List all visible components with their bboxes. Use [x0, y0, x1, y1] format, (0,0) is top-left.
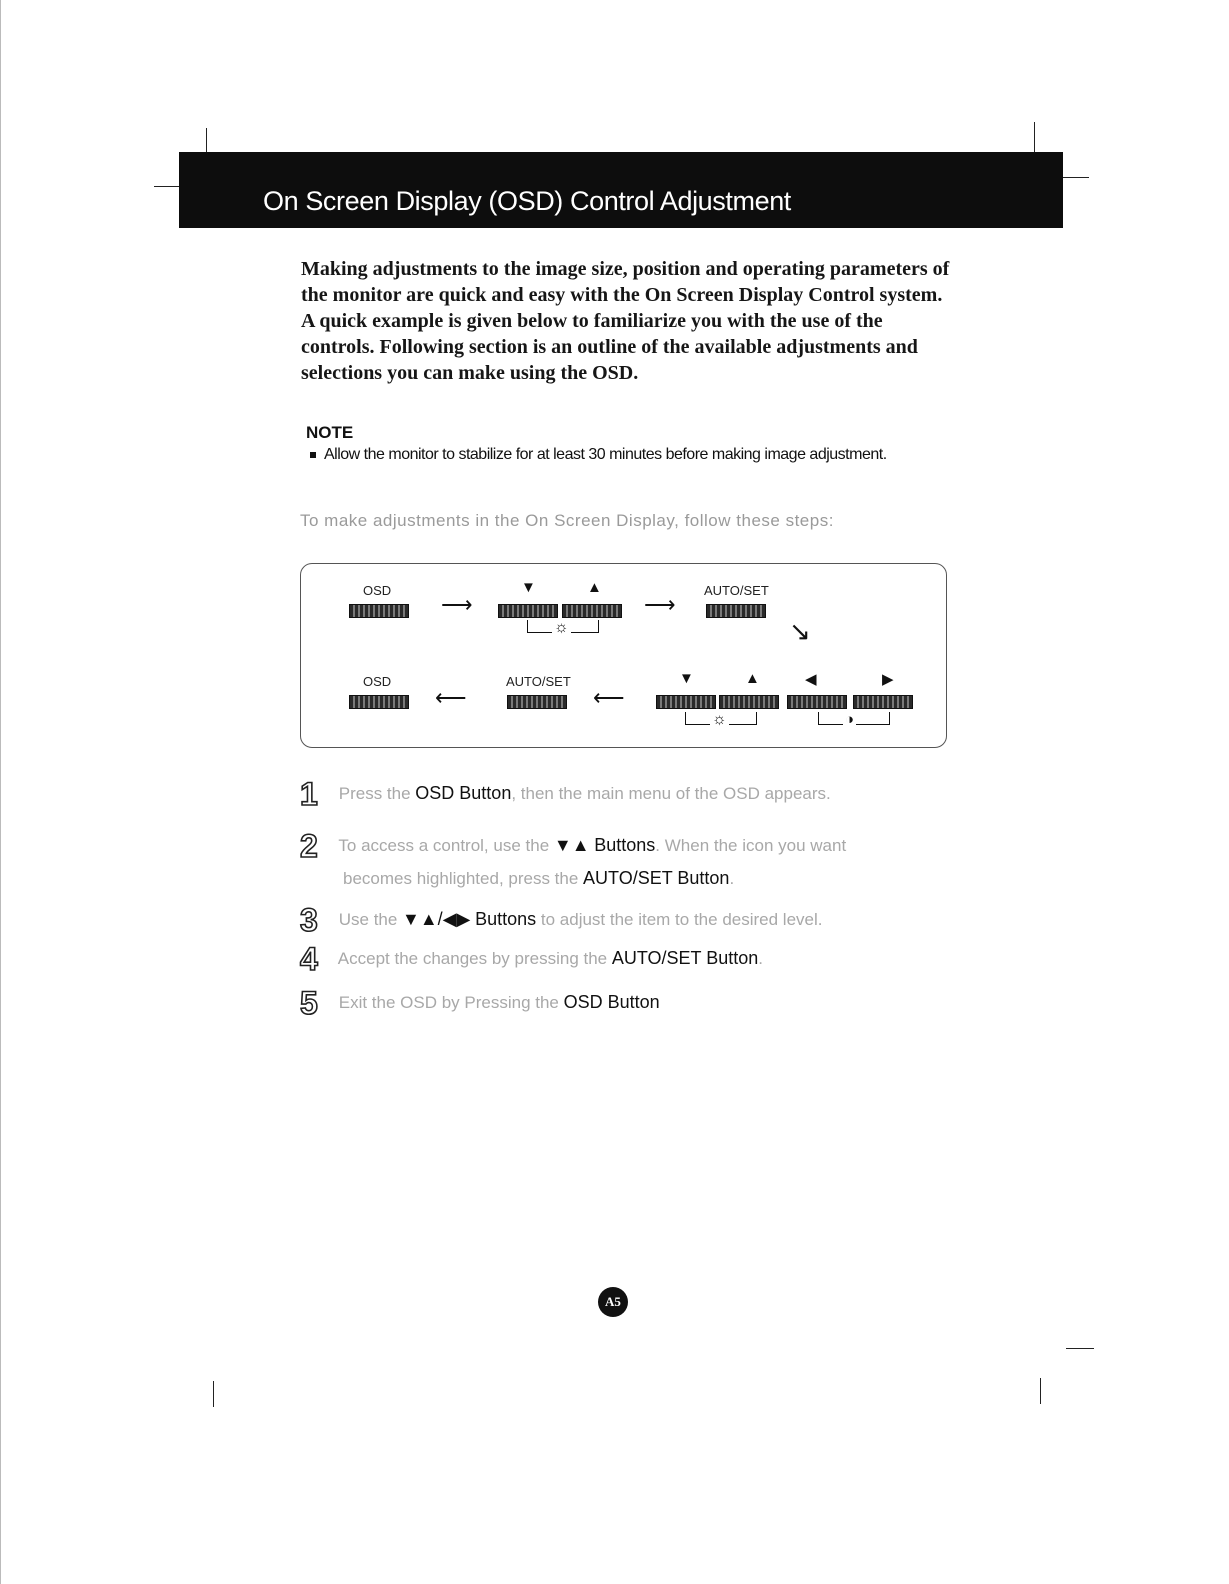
brightness-icon: ☼: [712, 711, 727, 728]
intro-paragraph: Making adjustments to the image size, position and operating parameters of the monitor are quick and easy with the On Screen Display Control system. A quick example is given below to familiarize you with the use of the controls. Following section is an outline of the available adjustments and selections you can make using the OSD.: [301, 258, 950, 384]
step-text: Exit the OSD by Pressing the: [338, 992, 564, 1012]
step-text: to adjust the item to the desired level.: [536, 909, 823, 929]
step-3: [300, 902, 822, 939]
up-icon: ▲: [745, 670, 760, 687]
down-icon: ▼: [679, 670, 694, 687]
step-emphasis: OSD Button: [415, 782, 512, 803]
autoset-button-top: [706, 604, 766, 618]
note-text: [310, 446, 887, 464]
step-emphasis: AUTO/SET Button: [583, 868, 730, 888]
step-text: .: [758, 948, 763, 968]
step-number: 3: [300, 902, 318, 938]
crop-mark: [1063, 177, 1089, 178]
step-number: 5: [300, 985, 318, 1021]
down-button-top: [498, 604, 558, 618]
arrow-down-right-icon: ↘: [789, 616, 811, 646]
arrow-left-icon: ⟵: [593, 685, 625, 710]
step-number: 1: [300, 776, 318, 812]
arrow-buttons-icon: ▼▲/◀▶: [402, 908, 471, 929]
right-button-bottom: [853, 695, 913, 709]
arrow-buttons-icon: ▼▲: [553, 834, 590, 855]
bullet-icon: [310, 452, 316, 458]
step-text: .: [729, 869, 735, 888]
osd-label-top: OSD: [363, 583, 392, 598]
step-5: [300, 985, 660, 1022]
step-emphasis: Buttons: [475, 908, 537, 929]
osd-button-bottom: [349, 695, 409, 709]
page-number: A5: [598, 1287, 628, 1317]
arrow-left-icon: ⟵: [435, 685, 467, 710]
autoset-label-bottom: AUTO/SET: [506, 674, 571, 689]
crop-mark: [154, 186, 180, 187]
note-label: NOTE: [306, 423, 354, 442]
autoset-label-top: AUTO/SET: [704, 583, 769, 598]
step-emphasis: Buttons: [594, 834, 656, 855]
step-2-line-2: [343, 868, 734, 889]
down-button-bottom: [656, 695, 716, 709]
down-icon: ▼: [521, 579, 536, 596]
step-text: To access a control, use the: [338, 835, 554, 855]
step-emphasis: OSD Button: [563, 991, 660, 1012]
osd-diagram: [300, 563, 947, 748]
step-emphasis: AUTO/SET Button: [611, 947, 759, 968]
step-text: Use the: [338, 909, 403, 929]
osd-label-bottom: OSD: [363, 674, 392, 689]
right-icon: ▶: [882, 671, 894, 688]
arrow-right-icon: ⟶: [441, 592, 473, 617]
osd-button-top: [349, 604, 409, 618]
arrow-right-icon: ⟶: [644, 592, 676, 617]
step-text: . When the icon you want: [655, 835, 847, 855]
step-text: Press the: [338, 783, 416, 803]
contrast-icon: ◑: [845, 711, 855, 728]
step-4: [300, 941, 763, 978]
autoset-button-bottom: [507, 695, 567, 709]
step-text: Accept the changes by pressing the: [337, 948, 612, 968]
left-icon: ◀: [805, 671, 817, 688]
step-number: 2: [300, 828, 318, 864]
steps-intro: To make adjustments in the On Screen Display, follow these steps:: [300, 511, 834, 530]
step-text: , then the main menu of the OSD appears.: [511, 783, 831, 803]
step-2: [300, 828, 846, 865]
step-1: [300, 776, 831, 813]
title-bar: [179, 152, 1063, 228]
up-button-bottom: [719, 695, 779, 709]
crop-mark: [1066, 1348, 1094, 1349]
crop-mark: [213, 1381, 214, 1407]
page-title: On Screen Display (OSD) Control Adjustment: [263, 186, 791, 216]
step-text: becomes highlighted, press the: [343, 869, 584, 888]
crop-mark: [1034, 122, 1035, 152]
up-button-top: [562, 604, 622, 618]
left-button-bottom: [787, 695, 847, 709]
crop-mark: [1040, 1378, 1041, 1404]
up-icon: ▲: [587, 579, 602, 596]
page-edge: [0, 0, 1, 1584]
step-number: 4: [300, 941, 318, 977]
brightness-icon: ☼: [554, 619, 569, 636]
note-body: Allow the monitor to stabilize for at least 30 minutes before making image adjustment.: [324, 446, 887, 463]
